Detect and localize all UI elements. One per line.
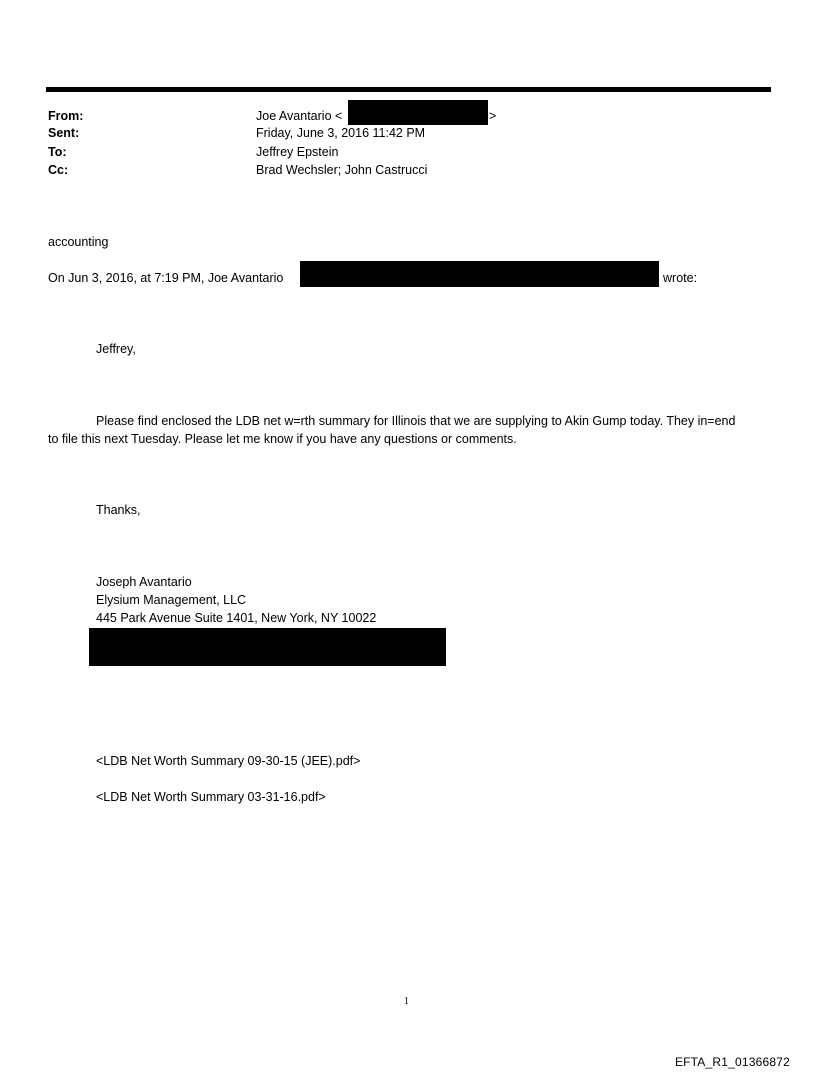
page-number: 1 (404, 996, 409, 1007)
attachment-2: <LDB Net Worth Summary 03-31-16.pdf> (96, 790, 326, 804)
signature-address: 445 Park Avenue Suite 1401, New York, NY 10022 (96, 611, 377, 625)
cc-label: Cc: (48, 163, 69, 177)
sent-value: Friday, June 3, 2016 11:42 PM (256, 126, 426, 140)
redaction-quote-email (300, 261, 659, 287)
from-close: > (489, 109, 497, 123)
signature-name: Joseph Avantario (96, 575, 192, 589)
greeting: Jeffrey, (96, 342, 136, 356)
redaction-signature-contact (89, 628, 446, 666)
thanks: Thanks, (96, 503, 141, 517)
header-rule (46, 87, 771, 92)
sent-label: Sent: (48, 126, 80, 140)
signature-company: Elysium Management, LLC (96, 593, 247, 607)
quote-wrote: wrote: (663, 271, 698, 285)
from-value: Joe Avantario < (256, 109, 343, 123)
reply-text: accounting (48, 235, 109, 249)
from-label: From: (48, 109, 84, 123)
to-label: To: (48, 145, 67, 159)
body-paragraph: Please find enclosed the LDB net w=rth summary for Illinois that we are supplying to Akin Gump today. They in=end to file this next Tuesday. Please let me know if you have any questions or comments. (48, 414, 736, 446)
to-value: Jeffrey Epstein (256, 145, 339, 159)
attachment-1: <LDB Net Worth Summary 09-30-15 (JEE).pdf> (96, 754, 361, 768)
quote-intro: On Jun 3, 2016, at 7:19 PM, Joe Avantario (48, 271, 284, 285)
bates-number: EFTA_R1_01366872 (674, 1055, 790, 1069)
cc-value: Brad Wechsler; John Castrucci (256, 163, 428, 177)
redaction-from-email (348, 100, 488, 125)
